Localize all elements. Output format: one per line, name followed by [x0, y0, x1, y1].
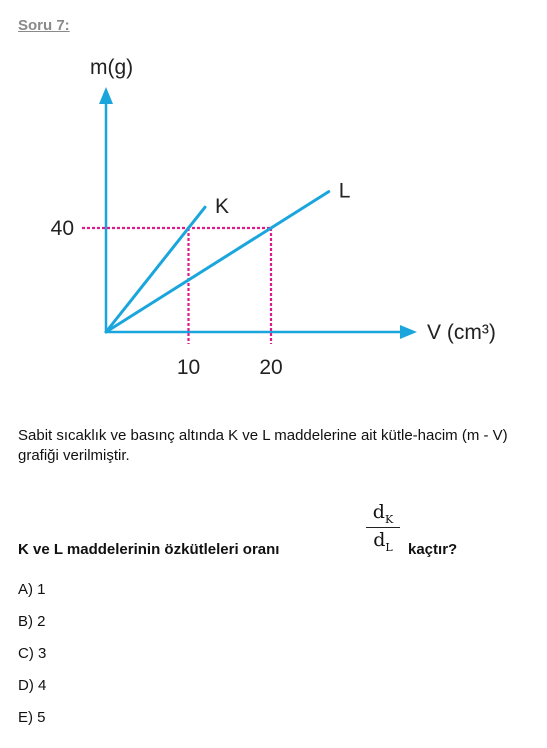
- question-text: K ve L maddelerinin özkütleleri oranı: [18, 541, 280, 558]
- mass-volume-chart: [0, 40, 547, 390]
- answer-options: [18, 580, 46, 740]
- series-label-K: K: [215, 195, 230, 219]
- axes: [99, 87, 417, 339]
- option-e[interactable]: E) 5: [18, 709, 46, 726]
- x-tick-label: 10: [176, 356, 201, 379]
- x-axis-arrow-icon: [400, 325, 417, 339]
- y-axis-label: m(g): [90, 56, 134, 79]
- series-line-K: [106, 207, 205, 332]
- option-a[interactable]: A) 1: [18, 581, 46, 598]
- question-text-end: kaçtır?: [408, 541, 458, 558]
- option-b[interactable]: B) 2: [18, 613, 46, 630]
- option-d[interactable]: D) 4: [18, 677, 47, 694]
- density-ratio-fraction: [364, 499, 402, 561]
- fraction-bar: [366, 527, 400, 528]
- fraction-numerator: $d_K$: [372, 501, 394, 526]
- y-axis-arrow-icon: [99, 87, 113, 104]
- y-tick-label: 40: [50, 217, 74, 240]
- series-label-L: L: [338, 179, 351, 203]
- fraction-denominator: $d_L$: [373, 529, 393, 554]
- intro-text: Sabit sıcaklık ve basınç altında K ve L maddelerine ait kütle-hacim (m - V) grafiği verilmiştir.: [18, 427, 508, 464]
- option-c[interactable]: C) 3: [18, 645, 47, 662]
- x-tick-label: 20: [259, 356, 283, 379]
- question-stem: [18, 497, 533, 567]
- question-number: Soru 7:: [18, 17, 70, 34]
- chart-labels: [51, 56, 496, 379]
- x-axis-label: V (cm³): [427, 321, 496, 344]
